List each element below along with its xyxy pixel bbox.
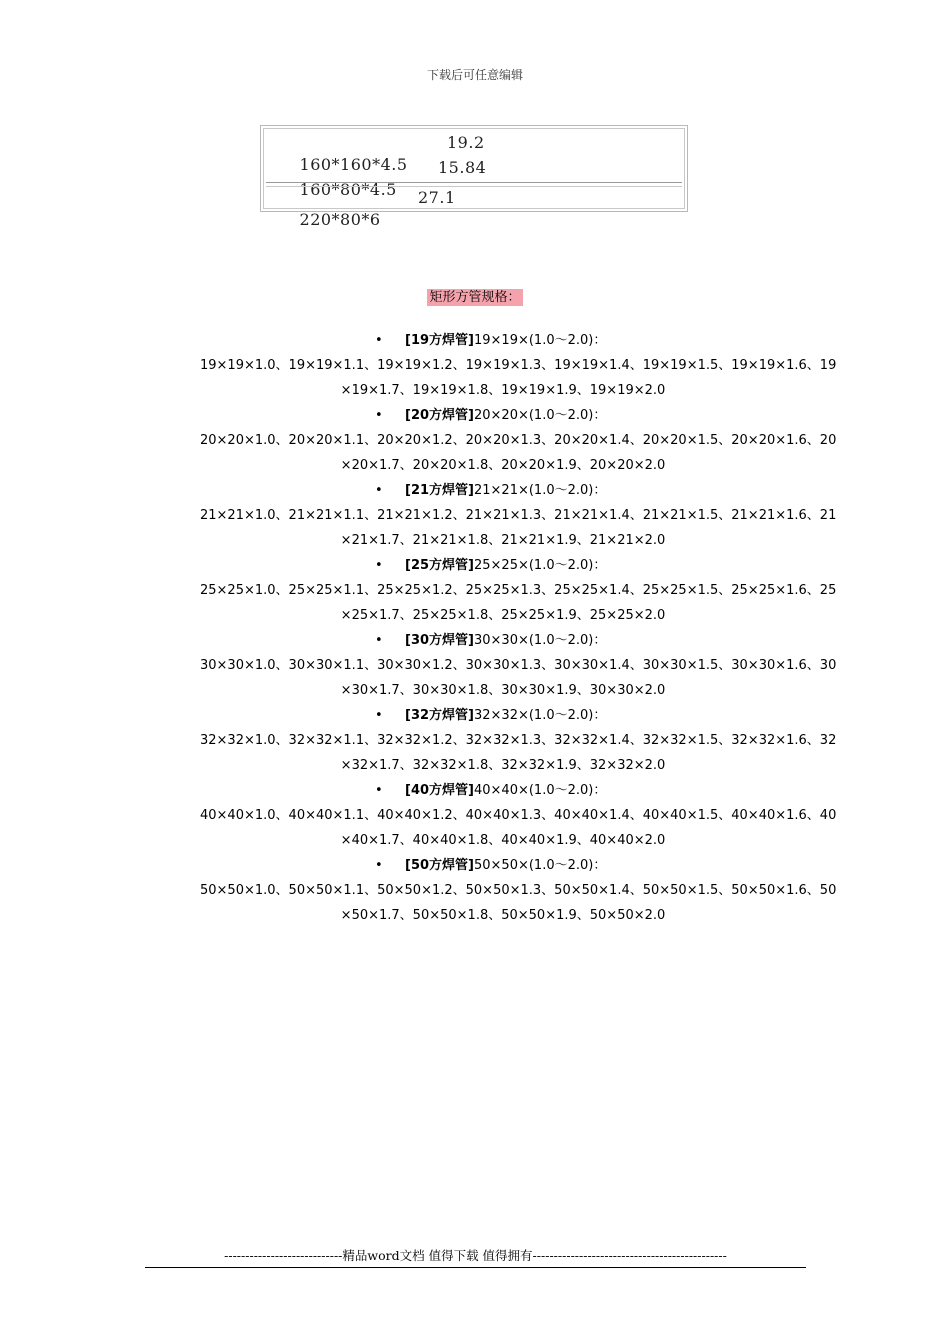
group-range: 19×19×(1.0～2.0)： [473,333,607,348]
size-line: ×40×1.7、40×40×1.8、40×40×1.9、40×40×2.0 [340,833,666,848]
spec-size: 160*160*4.5 [299,155,408,174]
list-item [200,328,837,403]
bullet-icon: • [375,408,383,423]
section-title-text: 矩形方管规格： [429,290,521,305]
group-heading [200,553,806,578]
size-line: 50×50×1.0、50×50×1.1、50×50×1.2、50×50×1.3、50×50×1.4、50×50×1.5、50×50×1.6、50 [200,883,837,898]
group-range: 50×50×(1.0～2.0)： [473,858,607,873]
page-header: 下载后可任意编辑 [426,68,523,82]
spec-weight: 15.84 [438,158,487,177]
list-item [200,628,837,703]
size-line: 32×32×1.0、32×32×1.1、32×32×1.2、32×32×1.3、32×32×1.4、32×32×1.5、32×32×1.6、32 [200,733,837,748]
size-line: 25×25×1.0、25×25×1.1、25×25×1.2、25×25×1.3、25×25×1.4、25×25×1.5、25×25×1.6、25 [200,583,837,598]
bullet-icon: • [375,333,383,348]
bullet-icon: • [375,558,383,573]
group-name: [19方焊管] [405,333,474,348]
size-line: ×21×1.7、21×21×1.8、21×21×1.9、21×21×2.0 [340,533,666,548]
group-range: 25×25×(1.0～2.0)： [473,558,607,573]
group-heading [200,328,806,353]
list-item [200,703,837,778]
list-item [200,553,837,628]
group-heading [200,628,806,653]
spec-table [260,125,688,229]
spec-size: 160*80*4.5 [299,180,397,199]
section-title [0,286,950,305]
size-line: ×30×1.7、30×30×1.8、30×30×1.9、30×30×2.0 [340,683,666,698]
spec-weight: 27.1 [418,188,456,207]
size-line: 20×20×1.0、20×20×1.1、20×20×1.2、20×20×1.3、20×20×1.4、20×20×1.5、20×20×1.6、20 [200,433,837,448]
bullet-icon: • [375,708,383,723]
list-item [200,478,837,553]
size-line: 21×21×1.0、21×21×1.1、21×21×1.2、21×21×1.3、21×21×1.4、21×21×1.5、21×21×1.6、21 [200,508,837,523]
group-heading [200,478,806,503]
group-heading [200,853,806,878]
size-line: 19×19×1.0、19×19×1.1、19×19×1.2、19×19×1.3、19×19×1.4、19×19×1.5、19×19×1.6、19 [200,358,837,373]
group-range: 21×21×(1.0～2.0)： [473,483,607,498]
bullet-icon: • [375,783,383,798]
size-line: ×20×1.7、20×20×1.8、20×20×1.9、20×20×2.0 [340,458,666,473]
size-line: ×32×1.7、32×32×1.8、32×32×1.9、32×32×2.0 [340,758,666,773]
bullet-icon: • [375,858,383,873]
group-range: 20×20×(1.0～2.0)： [473,408,607,423]
spec-size: 220*80*6 [299,210,381,229]
size-line: ×50×1.7、50×50×1.8、50×50×1.9、50×50×2.0 [340,908,666,923]
bullet-icon: • [375,483,383,498]
size-line: ×19×1.7、19×19×1.8、19×19×1.9、19×19×2.0 [340,383,666,398]
group-range: 40×40×(1.0～2.0)： [473,783,607,798]
pipe-spec-list [200,328,837,928]
group-heading [200,403,806,428]
group-heading [200,703,806,728]
group-name: [50方焊管] [405,858,474,873]
page-footer: ----------------------------精品word文档 值得下载 值得拥有---------------------------------------------- [145,1246,806,1268]
group-name: [20方焊管] [405,408,474,423]
group-name: [25方焊管] [405,558,474,573]
group-name: [32方焊管] [405,708,474,723]
group-name: [30方焊管] [405,633,474,648]
list-item [200,853,837,928]
list-item [200,403,837,478]
group-name: [40方焊管] [405,783,474,798]
group-heading [200,778,806,803]
spec-weight: 19.2 [447,133,485,152]
size-line: ×25×1.7、25×25×1.8、25×25×1.9、25×25×2.0 [340,608,666,623]
size-line: 40×40×1.0、40×40×1.1、40×40×1.2、40×40×1.3、40×40×1.4、40×40×1.5、40×40×1.6、40 [200,808,837,823]
spec-row [266,187,666,229]
size-line: 30×30×1.0、30×30×1.1、30×30×1.2、30×30×1.3、30×30×1.4、30×30×1.5、30×30×1.6、30 [200,658,837,673]
bullet-icon: • [375,633,383,648]
group-name: [21方焊管] [405,483,474,498]
group-range: 30×30×(1.0～2.0)： [473,633,607,648]
list-item [200,778,837,853]
group-range: 32×32×(1.0～2.0)： [473,708,607,723]
